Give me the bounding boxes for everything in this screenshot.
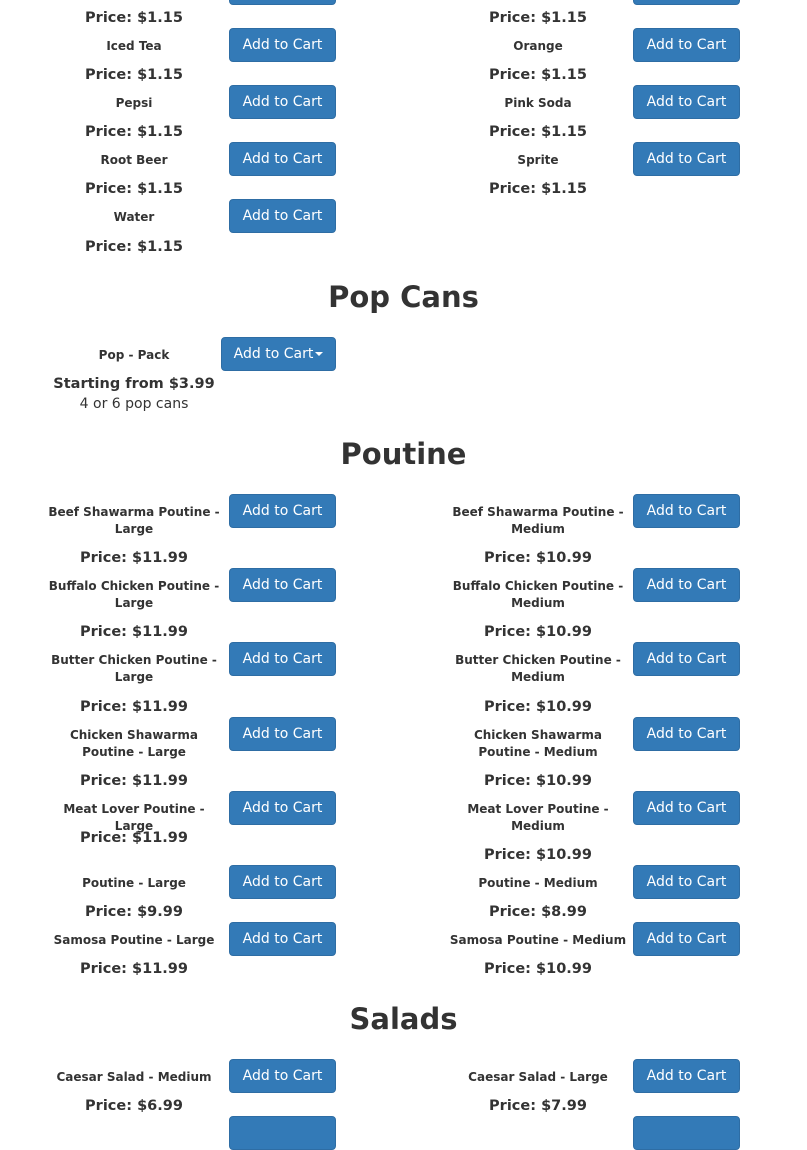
item-name: Samosa Poutine - Large (53, 933, 215, 947)
section-title: Poutine (340, 437, 467, 471)
add-to-cart-button[interactable] (633, 0, 740, 5)
add-to-cart-button[interactable]: Add to Cart (229, 568, 336, 602)
add-to-cart-button[interactable]: Add to Cart (229, 642, 336, 676)
add-to-cart-button[interactable]: Add to Cart (229, 199, 336, 233)
item-name: Meat Lover Poutine - Medium (467, 802, 609, 833)
item-name: Orange (513, 39, 563, 53)
item-name: Pepsi (115, 96, 153, 110)
item-name: Caesar Salad - Large (468, 1070, 608, 1084)
add-to-cart-button[interactable]: Add to Cart (633, 642, 740, 676)
item-price: Price: $1.15 (85, 239, 183, 255)
caret-down-icon (315, 352, 323, 356)
item-price: Price: $11.99 (80, 550, 188, 566)
add-to-cart-button[interactable]: Add to Cart (633, 717, 740, 751)
add-to-cart-button[interactable]: Add to Cart (633, 494, 740, 528)
item-price: Price: $1.15 (85, 10, 183, 26)
add-to-cart-button[interactable]: Add to Cart (229, 865, 336, 899)
add-to-cart-button[interactable]: Add to Cart (229, 494, 336, 528)
add-to-cart-button[interactable]: Add to Cart (633, 1059, 740, 1093)
item-price: Price: $10.99 (484, 961, 592, 977)
add-to-cart-button[interactable]: Add to Cart (633, 28, 740, 62)
item-name: Iced Tea (106, 39, 162, 53)
add-to-cart-button[interactable]: Add to Cart (229, 28, 336, 62)
item-price: Price: $1.15 (489, 181, 587, 197)
item-price: Price: $11.99 (80, 961, 188, 977)
item-name: Root Beer (100, 153, 168, 167)
item-name: Butter Chicken Poutine - Large (51, 653, 217, 684)
item-price: Price: $10.99 (484, 847, 592, 863)
item-name: Water (113, 210, 155, 224)
item-name: Pop - Pack (98, 348, 170, 362)
add-to-cart-button[interactable]: Add to Cart (633, 791, 740, 825)
item-price: Starting from $3.99 (53, 376, 215, 392)
add-to-cart-label: Add to Cart (233, 346, 314, 362)
item-name: Meat Lover Poutine - Large (63, 802, 205, 833)
item-name: Chicken Shawarma Poutine - Large (69, 728, 199, 759)
item-name: Beef Shawarma Poutine - Large (48, 505, 220, 536)
add-to-cart-dropdown-button[interactable] (221, 337, 336, 371)
item-price: Price: $1.15 (85, 67, 183, 83)
item-price: Price: $6.99 (85, 1098, 183, 1114)
item-name: Pink Soda (504, 96, 572, 110)
item-price: Price: $8.99 (489, 904, 587, 920)
add-to-cart-button[interactable]: Add to Cart (229, 85, 336, 119)
section-title: Salads (349, 1002, 458, 1036)
item-name: Poutine - Large (82, 876, 186, 890)
item-price: Price: $11.99 (80, 773, 188, 789)
add-to-cart-button[interactable] (633, 1116, 740, 1150)
add-to-cart-button[interactable]: Add to Cart (633, 922, 740, 956)
item-price: Price: $1.15 (85, 124, 183, 140)
item-name: Buffalo Chicken Poutine - Medium (452, 579, 624, 610)
item-description: 4 or 6 pop cans (79, 396, 189, 412)
add-to-cart-button[interactable] (229, 1116, 336, 1150)
add-to-cart-button[interactable]: Add to Cart (633, 568, 740, 602)
item-name: Butter Chicken Poutine - Medium (455, 653, 621, 684)
item-name: Caesar Salad - Medium (56, 1070, 212, 1084)
item-price: Price: $10.99 (484, 699, 592, 715)
item-name: Beef Shawarma Poutine - Medium (452, 505, 624, 536)
item-name: Chicken Shawarma Poutine - Medium (473, 728, 603, 759)
item-price: Price: $11.99 (80, 830, 188, 846)
item-name: Poutine - Medium (478, 876, 598, 890)
add-to-cart-button[interactable]: Add to Cart (229, 717, 336, 751)
add-to-cart-button[interactable]: Add to Cart (633, 142, 740, 176)
add-to-cart-button[interactable]: Add to Cart (229, 1059, 336, 1093)
item-price: Price: $1.15 (489, 67, 587, 83)
item-price: Price: $7.99 (489, 1098, 587, 1114)
add-to-cart-button[interactable] (229, 0, 336, 5)
add-to-cart-button[interactable]: Add to Cart (229, 142, 336, 176)
item-price: Price: $10.99 (484, 624, 592, 640)
item-price: Price: $11.99 (80, 699, 188, 715)
item-name: Samosa Poutine - Medium (449, 933, 627, 947)
item-name: Sprite (517, 153, 559, 167)
section-title: Pop Cans (328, 280, 479, 314)
item-name: Buffalo Chicken Poutine - Large (48, 579, 220, 610)
item-price: Price: $1.15 (489, 124, 587, 140)
add-to-cart-button[interactable]: Add to Cart (633, 85, 740, 119)
add-to-cart-button[interactable]: Add to Cart (633, 865, 740, 899)
item-price: Price: $10.99 (484, 550, 592, 566)
item-price: Price: $1.15 (489, 10, 587, 26)
add-to-cart-button[interactable]: Add to Cart (229, 791, 336, 825)
item-price: Price: $1.15 (85, 181, 183, 197)
item-price: Price: $9.99 (85, 904, 183, 920)
add-to-cart-button[interactable]: Add to Cart (229, 922, 336, 956)
item-price: Price: $11.99 (80, 624, 188, 640)
item-price: Price: $10.99 (484, 773, 592, 789)
